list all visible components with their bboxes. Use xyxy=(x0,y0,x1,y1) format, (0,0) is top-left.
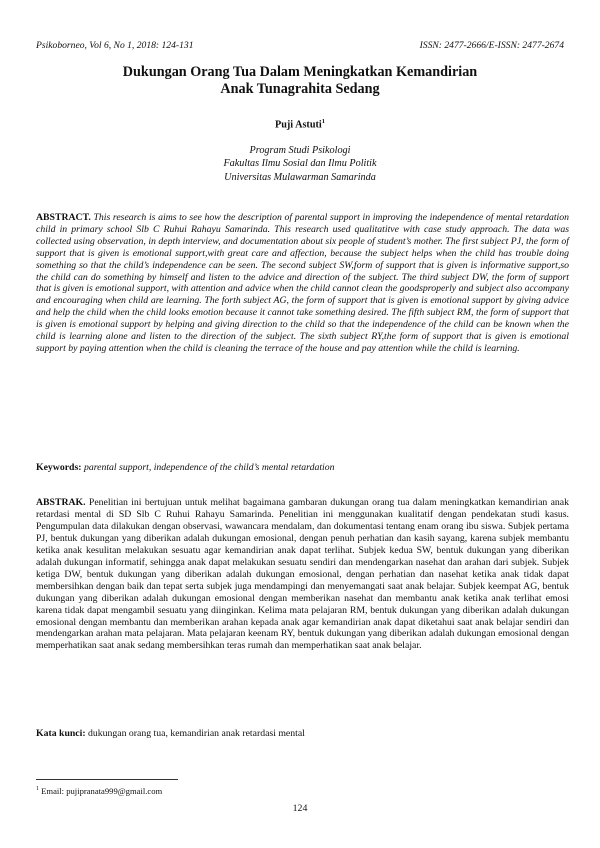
abstrak-text: Penelitian ini bertujuan untuk melihat bagaimana gambaran dukungan orang tua dalam meningkatkan kemandirian anak retardasi mental di SD Slb C Ruhui Rahayu Samarinda. Penelitian ini menggunakan kualitatif dengan pendekatan studi kasus. Pengumpulan data dilakukan dengan observasi, wawancara mendalam, dan dokumentasi tentang enam orang ibu siswa. Subjek pertama PJ, bentuk dukungan yang diberikan adalah dukungan emosional, dengan penuh perhatian dan kasih sayang, karena subjek membantu ketika anak kesulitan melakukan sesuatu agar kemandirian anak dapat terlihat. Subjek kedua SW, bentuk dukungan yang diberikan adalah dukungan informatif, sehingga anak dapat melakukan sesuatu sendiri dan mendengarkan nasehat dan arahan dari subjek. Subjek ketiga DW, bentuk dukungan yang diberikan adalah dukungan emosional, dengan perhatian dan nasehat ketika anak tidak dapat membersihkan dengan baik dan tepat serta subjek juga mendampingi dan menyemangati saat anak belajar. Subjek keempat AG, bentuk dukungan yang diberikan adalah dukungan emosional dengan memberikan nasehat dan membantu anak ketika anak terlihat emosi karena tidak dapat mengambil sesuatu yang diinginkan. Kelima mata pelajaran RM, bentuk dukungan yang diberikan adalah dukungan emosional dengan membantu dan memberikan arahan kepada anak agar kemandirian anak dapat diketahui saat anak belajar sendiri dan mendengarkan arahan mata pelajaran. Mata pelajaran keenam RY, bentuk dukungan yang diberikan adalah dukungan emosional dengan memperhatikan saat anak sedang membersihkan teras rumah dan memperhatikan saat anak belajar. xyxy=(36,497,570,652)
affiliation-line-3: Universitas Mulawarman Samarinda xyxy=(224,171,376,183)
kata-kunci-text: dukungan orang tua, kemandirian anak retardasi mental xyxy=(88,728,305,739)
keywords-text: parental support, independence of the child’s mental retardation xyxy=(83,462,335,473)
affiliation-line-1: Program Studi Psikologi xyxy=(249,145,351,156)
page-number: 124 xyxy=(292,803,308,814)
footnote-divider xyxy=(36,779,178,780)
journal-citation: Psikoborneo, Vol 6, No 1, 2018: 124-131 xyxy=(36,40,194,51)
paper-title xyxy=(60,64,540,98)
running-header xyxy=(36,40,564,51)
affiliation-line-2: Fakultas Ilmu Sosial dan Ilmu Politik xyxy=(223,158,377,170)
keywords xyxy=(36,462,569,473)
abstract-text: This research is aims to see how the description of parental support in improving the independence of mental retardation child in primary school Slb C Ruhui Rahayu Samarinda. This research used qualitatitve with case study approach. The data was collected using observation, in depth interview, and documentation about six people of student’s mother. The first subject PJ, the form of support that is given is emotional support,with great care and affection, because the subject helps when the child has trouble doing something so that the child’s independence can be seen. The second subject SW,form of support that is given is informative support,so the child can do something by himself and listen to the advice and direction of the subject. The third subject DW, the form of support that is given is emotional support, with attention and advice when the child cannot clean the goodsproperly and subject also accompany and encouraging when child are learning. The forth subject AG, the form of support that is given is emotional support by giving advice and help the child when the child looks emotion because it cannot take something desired. The fifth subject RM, the form of support that is given is emotional support by helping and giving direction to the child so that the independence of the child can be known when the child is learning alone and listen to the direction of the subject. The sixth subject RY,the form of support that is given is emotional support by paying attention when the child is cleaning the terrace of the house and pay attention while the child is learning. xyxy=(36,212,570,354)
kata-kunci-label: Kata kunci: xyxy=(36,728,86,739)
abstract-label: ABSTRACT. xyxy=(36,212,91,223)
footnote-email: Email: pujipranata999@gmail.com xyxy=(41,786,163,796)
title-line-2: Anak Tunagrahita Sedang xyxy=(220,81,380,97)
abstract-indonesian xyxy=(36,497,569,652)
abstrak-label: ABSTRAK. xyxy=(36,497,86,508)
footnote xyxy=(36,786,162,796)
footnote-mark: 1 xyxy=(36,786,39,793)
author-footnote-mark: 1 xyxy=(321,118,325,125)
author-name: Puji Astuti xyxy=(275,119,322,131)
author xyxy=(0,118,600,130)
abstract-english xyxy=(36,212,569,355)
keywords-label: Keywords: xyxy=(36,462,82,473)
kata-kunci xyxy=(36,728,569,739)
title-line-1: Dukungan Orang Tua Dalam Meningkatkan Kemandirian xyxy=(122,64,478,80)
affiliation xyxy=(0,144,600,184)
issn: ISSN: 2477-2666/E-ISSN: 2477-2674 xyxy=(419,40,564,51)
